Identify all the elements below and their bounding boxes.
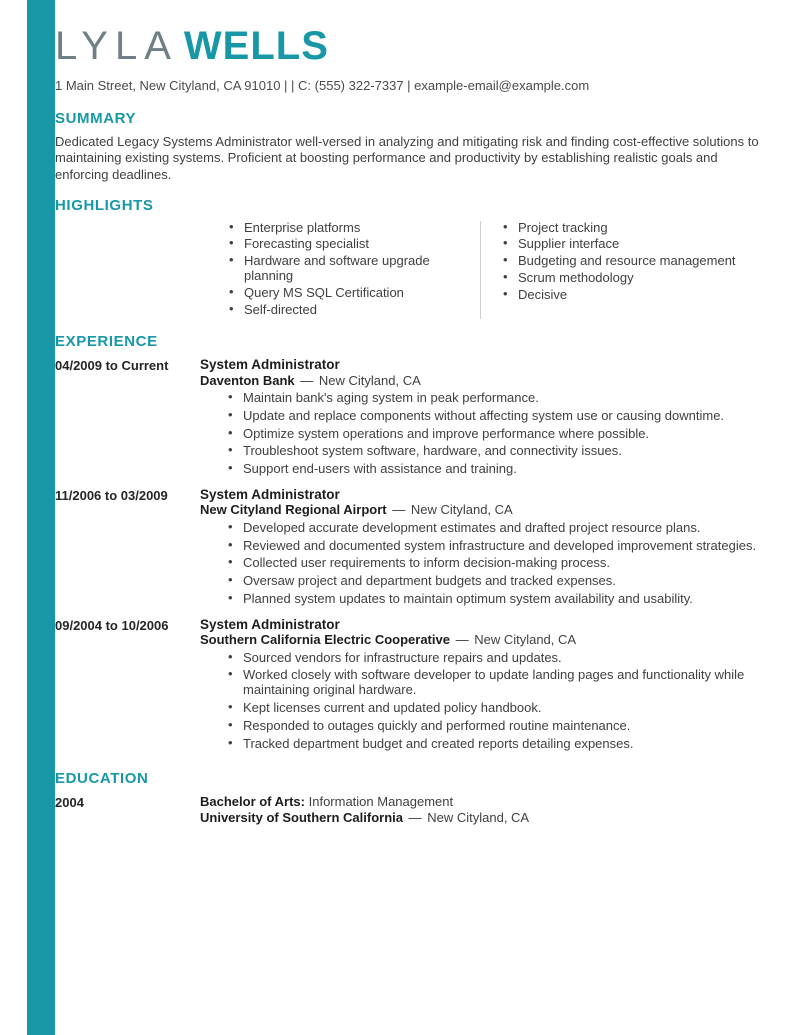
job-title: System Administrator (200, 616, 340, 632)
highlight-item: • Self-directed (225, 303, 480, 318)
job-dates: 09/2004 to 10/2006 (55, 617, 169, 633)
highlight-item: • Supplier interface (499, 237, 770, 252)
last-name: WELLS (183, 24, 329, 68)
job-body (200, 357, 770, 480)
job-location: New Cityland, CA (410, 502, 513, 518)
job-location: New Cityland, CA (318, 372, 421, 388)
company-name: Southern California Electric Cooperative (200, 632, 450, 648)
education-heading: EDUCATION (55, 770, 149, 788)
job-dates: 11/2006 to 03/2009 (55, 487, 168, 503)
highlight-item: • Forecasting specialist (225, 237, 480, 252)
school-name: University of Southern California (200, 809, 403, 825)
job-company-line (200, 502, 770, 518)
job-bullet: • Developed accurate development estimates and drafted project resource plans. (225, 521, 770, 536)
job-body (200, 617, 770, 755)
education-body (200, 794, 770, 825)
job-bullet-list (225, 651, 770, 752)
header (55, 26, 770, 94)
job-company-line (200, 373, 770, 389)
highlights-section (55, 197, 770, 320)
highlights-columns (225, 221, 770, 320)
education-year: 2004 (55, 795, 84, 811)
degree-field: Information Management (308, 794, 454, 810)
job-bullet: • Troubleshoot system software, hardware, and connectivity issues. (225, 444, 770, 459)
highlight-item: • Enterprise platforms (225, 221, 480, 236)
dash-separator: — (408, 809, 422, 825)
dash-separator: — (392, 502, 406, 518)
job-title: System Administrator (200, 486, 340, 502)
highlight-item: • Project tracking (499, 221, 770, 236)
school-line (200, 810, 770, 826)
job-bullet: • Optimize system operations and improve performance where possible. (225, 427, 770, 442)
experience-section (55, 333, 770, 754)
job-bullet: • Worked closely with software developer to update landing pages and functionality while maintaining original hardware. (225, 668, 770, 698)
summary-section (55, 110, 770, 183)
job-bullet: • Kept licenses current and updated policy handbook. (225, 701, 770, 716)
job-entry (55, 617, 770, 755)
job-bullet: • Support end-users with assistance and training. (225, 462, 770, 477)
job-bullet: • Maintain bank's aging system in peak performance. (225, 391, 770, 406)
company-name: Daventon Bank (200, 372, 295, 388)
job-bullet-list (225, 521, 770, 607)
degree-line (200, 794, 770, 810)
first-name: LYLA (55, 24, 178, 68)
highlights-right-list (480, 221, 770, 320)
education-entry (55, 794, 770, 825)
job-location: New Cityland, CA (474, 632, 577, 648)
contact-line: 1 Main Street, New Cityland, CA 91010 | | C: (555) 322-7337 | example-email@example.com (55, 78, 590, 93)
job-dates: 04/2009 to Current (55, 358, 169, 374)
job-bullet: • Collected user requirements to inform decision-making process. (225, 556, 770, 571)
highlights-heading: HIGHLIGHTS (55, 196, 154, 214)
company-name: New Cityland Regional Airport (200, 502, 387, 518)
highlight-item: • Budgeting and resource management (499, 254, 770, 269)
job-bullet-list (225, 391, 770, 477)
resume-content (55, 0, 770, 832)
dash-separator: — (455, 632, 469, 648)
degree-title: Bachelor of Arts: (200, 794, 305, 810)
school-location: New Cityland, CA (427, 809, 530, 825)
highlight-item: • Scrum methodology (499, 271, 770, 286)
job-title: System Administrator (200, 357, 340, 373)
job-bullet: • Tracked department budget and created reports detailing expenses. (225, 737, 770, 752)
job-entry (55, 487, 770, 610)
summary-heading: SUMMARY (55, 110, 137, 128)
dash-separator: — (300, 372, 314, 388)
highlight-item: • Decisive (499, 288, 770, 303)
experience-heading: EXPERIENCE (55, 333, 158, 351)
job-entry (55, 357, 770, 480)
job-bullet: • Planned system updates to maintain optimum system availability and usability. (225, 592, 770, 607)
highlight-item: • Hardware and software upgrade planning (225, 254, 480, 284)
job-bullet: • Oversaw project and department budgets and tracked expenses. (225, 574, 770, 589)
highlights-left-list (225, 221, 480, 320)
person-name (55, 26, 770, 66)
summary-text: Dedicated Legacy Systems Administrator well-versed in analyzing and mitigating risk and finding cost-effective solutions to maintaining existing systems. Proficient at boosting performance and productivity by establishing realistic goals and enforcing deadlines. (55, 134, 759, 182)
job-body (200, 487, 770, 610)
job-bullet: • Sourced vendors for infrastructure repairs and updates. (225, 651, 770, 666)
highlight-item: • Query MS SQL Certification (225, 286, 480, 301)
left-accent-bar (27, 0, 55, 1035)
job-company-line (200, 632, 770, 648)
job-bullet: • Responded to outages quickly and performed routine maintenance. (225, 719, 770, 734)
job-bullet: • Update and replace components without affecting system use or causing downtime. (225, 409, 770, 424)
job-bullet: • Reviewed and documented system infrastructure and developed improvement strategies. (225, 539, 770, 554)
education-section (55, 770, 770, 825)
